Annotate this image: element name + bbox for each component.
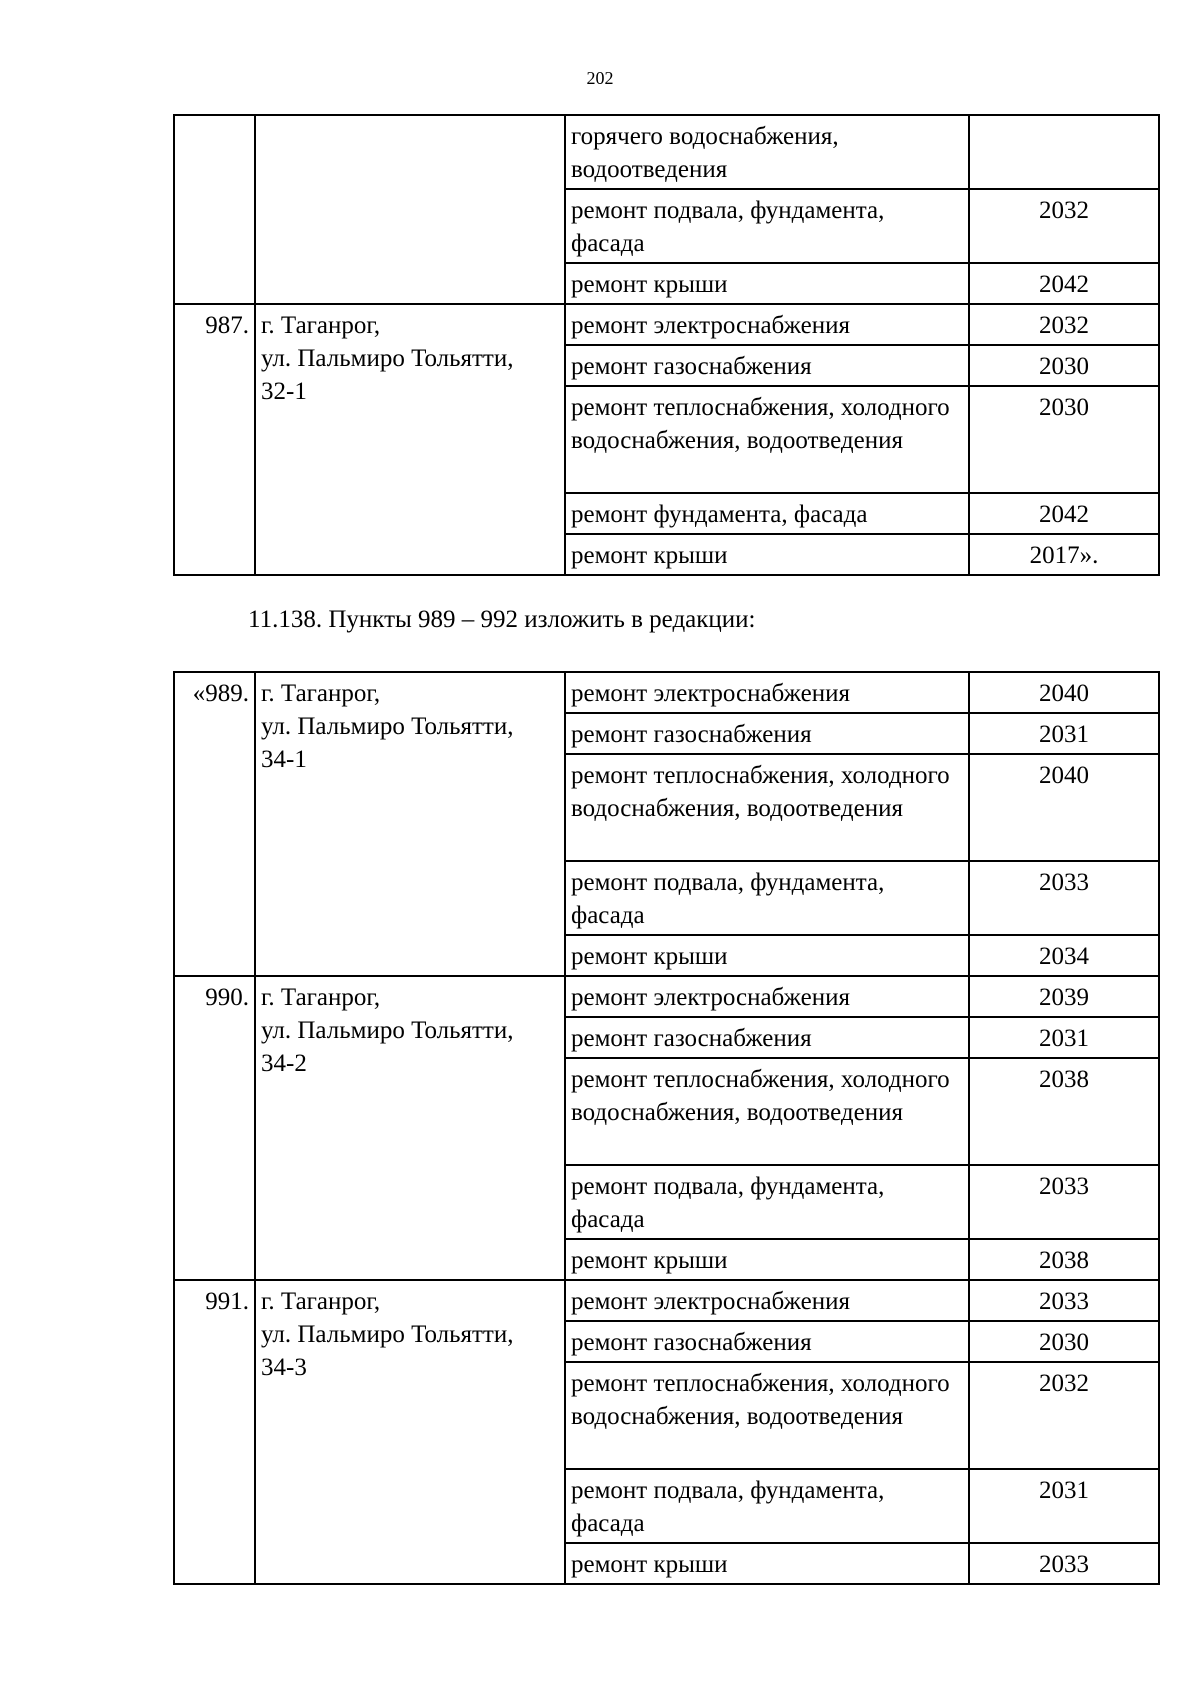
work-type: ремонт теплоснабжения, холодного водоснабжения, водоотведения — [565, 1058, 969, 1165]
address-cell — [255, 304, 565, 575]
item-number: 987. — [174, 304, 255, 575]
work-type: ремонт крыши — [565, 935, 969, 976]
table-row — [174, 115, 1159, 189]
address-house: 32-1 — [261, 378, 307, 405]
works-table-continued — [173, 114, 1160, 576]
address-city: г. Таганрог, — [261, 680, 381, 707]
work-type: ремонт электроснабжения — [565, 976, 969, 1017]
work-type: ремонт крыши — [565, 1239, 969, 1280]
work-type: ремонт фундамента, фасада — [565, 493, 969, 534]
work-year: 2032 — [969, 304, 1159, 345]
table-row — [174, 1280, 1159, 1321]
work-year: 2030 — [969, 345, 1159, 386]
address-house: 34-3 — [261, 1354, 307, 1381]
address-cell — [255, 1280, 565, 1584]
work-year: 2033 — [969, 1280, 1159, 1321]
work-type: ремонт теплоснабжения, холодного водоснабжения, водоотведения — [565, 1362, 969, 1469]
work-type: ремонт крыши — [565, 1543, 969, 1584]
work-year: 2033 — [969, 1543, 1159, 1584]
work-year: 2038 — [969, 1239, 1159, 1280]
works-table-new — [173, 671, 1160, 1585]
work-type: ремонт электроснабжения — [565, 304, 969, 345]
work-type: ремонт подвала, фундамента, фасада — [565, 189, 969, 263]
work-type: ремонт крыши — [565, 263, 969, 304]
address-cell — [255, 976, 565, 1280]
work-type: ремонт подвала, фундамента, фасада — [565, 1165, 969, 1239]
work-type: ремонт подвала, фундамента, фасада — [565, 861, 969, 935]
work-type: горячего водоснабжения, водоотведения — [565, 115, 969, 189]
work-year: 2031 — [969, 1017, 1159, 1058]
work-type: ремонт электроснабжения — [565, 1280, 969, 1321]
work-year: 2039 — [969, 976, 1159, 1017]
work-year: 2017». — [969, 534, 1159, 575]
address-street: ул. Пальмиро Тольятти, — [261, 713, 514, 740]
work-type: ремонт электроснабжения — [565, 672, 969, 713]
address-city: г. Таганрог, — [261, 312, 381, 339]
work-year: 2040 — [969, 672, 1159, 713]
item-number: 991. — [174, 1280, 255, 1584]
work-year: 2031 — [969, 713, 1159, 754]
address-street: ул. Пальмиро Тольятти, — [261, 1321, 514, 1348]
work-year: 2030 — [969, 1321, 1159, 1362]
address-cell — [255, 115, 565, 304]
work-year: 2033 — [969, 1165, 1159, 1239]
address-city: г. Таганрог, — [261, 984, 381, 1011]
amendment-paragraph: 11.138. Пункты 989 – 992 изложить в редакции: — [248, 606, 756, 633]
address-street: ул. Пальмиро Тольятти, — [261, 1017, 514, 1044]
item-number: «989. — [174, 672, 255, 976]
work-type: ремонт газоснабжения — [565, 1017, 969, 1058]
work-year: 2040 — [969, 754, 1159, 861]
table-row — [174, 976, 1159, 1017]
work-year: 2042 — [969, 493, 1159, 534]
work-type: ремонт крыши — [565, 534, 969, 575]
work-year: 2032 — [969, 1362, 1159, 1469]
table-row — [174, 672, 1159, 713]
address-house: 34-1 — [261, 746, 307, 773]
item-number — [174, 115, 255, 304]
work-year: 2030 — [969, 386, 1159, 493]
address-street: ул. Пальмиро Тольятти, — [261, 345, 514, 372]
work-year: 2038 — [969, 1058, 1159, 1165]
work-type: ремонт теплоснабжения, холодного водоснабжения, водоотведения — [565, 754, 969, 861]
work-type: ремонт газоснабжения — [565, 1321, 969, 1362]
work-type: ремонт теплоснабжения, холодного водоснабжения, водоотведения — [565, 386, 969, 493]
table-row — [174, 304, 1159, 345]
work-year: 2033 — [969, 861, 1159, 935]
work-year: 2031 — [969, 1469, 1159, 1543]
address-cell — [255, 672, 565, 976]
work-type: ремонт газоснабжения — [565, 713, 969, 754]
address-house: 34-2 — [261, 1050, 307, 1077]
work-type: ремонт газоснабжения — [565, 345, 969, 386]
work-type: ремонт подвала, фундамента, фасада — [565, 1469, 969, 1543]
work-year: 2042 — [969, 263, 1159, 304]
item-number: 990. — [174, 976, 255, 1280]
work-year: 2034 — [969, 935, 1159, 976]
work-year: 2032 — [969, 189, 1159, 263]
address-city: г. Таганрог, — [261, 1288, 381, 1315]
work-year — [969, 115, 1159, 189]
page-number: 202 — [586, 68, 614, 88]
